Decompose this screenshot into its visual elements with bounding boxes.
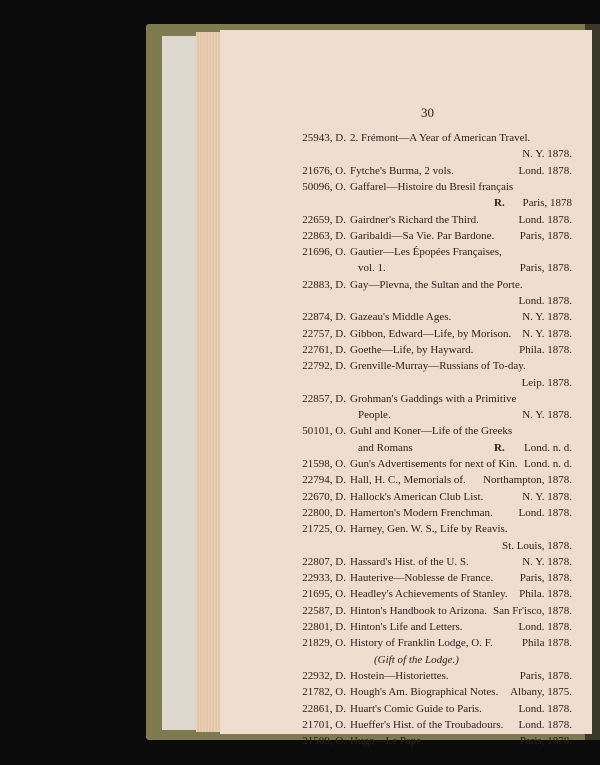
reference-mark: R. [494,197,505,210]
entry-place: San Fr'isco, 1878. [493,604,572,617]
entry-place: Lond. 1878. [518,295,572,307]
entry-title: Hamerton's Modern Frenchman. [350,506,493,519]
entry-number: 22761, D. [302,343,346,356]
entry-place: Phila. 1878. [519,343,572,356]
catalog-entry-continuation [282,442,572,455]
entry-number: 25943, D. [302,132,346,144]
catalog-entry [282,393,572,406]
catalog-entry [282,214,572,227]
entry-number: 22670, D. [302,490,346,503]
catalog-entry [282,556,572,569]
entry-title: Grohman's Gaddings with a Primitive [350,392,517,405]
catalog-entry [282,165,572,178]
catalog-entry [282,344,572,357]
entry-place: Paris, 1878. [519,669,572,682]
catalog-entry [282,279,572,292]
entry-number: 22807, D. [302,555,346,568]
entry-title: Garibaldi—Sa Vie. Par Bardone. [350,229,495,242]
entry-number: 21598, O. [302,458,346,470]
entry-number: 50096, O. [302,180,346,193]
entry-title: Gaffarel—Histoire du Bresil français [350,180,514,193]
entry-place: Leip. 1878. [521,376,572,389]
entry-title: Hough's Am. Biographical Notes. [350,686,499,699]
catalog-entry [282,686,572,699]
entry-place: N. Y. 1878. [522,409,572,422]
entry-place: Paris, 1878. [519,735,572,748]
catalog-entry [282,637,572,650]
catalog-entry [282,523,572,536]
entry-title: Huart's Comic Guide to Paris. [350,702,482,715]
catalog-entry [282,360,572,373]
entry-place: Lond. 1878. [518,213,572,226]
entry-number: 21782, O. [302,686,346,699]
catalog-entry [282,719,572,732]
entry-subtitle: People. [358,409,391,422]
catalog-entry [282,230,572,243]
entry-title: Goethe—Life, by Hayward. [350,343,474,356]
entry-number: 22861, D. [302,702,346,715]
entry-number: 22874, D. [302,311,346,324]
entry-title: Gautier—Les Épopées Françaises, [350,246,502,259]
entry-title: Fytche's Burma, 2 vols. [350,164,454,177]
entry-title: History of Franklin Lodge, O. F. [350,637,493,650]
catalog-entry-continuation [282,197,572,210]
entry-number: 22659, D. [302,213,346,226]
entry-place: Lond. 1878. [518,718,572,731]
entry-place: Lond. 1878. [518,506,572,519]
entry-place: N. Y. 1878. [522,327,572,340]
catalog-entry [282,605,572,618]
catalog-entry [282,507,572,520]
entry-place: Paris, 1878. [519,262,572,275]
catalog-entry [282,670,572,683]
entry-number: 22587, D. [302,604,346,617]
entry-title: Hassard's Hist. of the U. S. [350,555,469,568]
entry-number: 22757, D. [302,327,346,340]
catalog-entry [282,735,572,748]
catalog-entry-continuation [282,377,572,390]
entry-number: 21509, O. [302,735,346,748]
entry-number: 22883, D. [302,278,346,291]
entry-title: 2. Frémont—A Year of American Travel. [350,132,531,144]
entry-place: Lond. 1878. [518,621,572,633]
entry-title: Hostein—Historiettes. [350,669,449,682]
catalog-entry-continuation [282,654,572,667]
entry-place: Phila 1878. [521,637,572,650]
entry-place: St. Louis, 1878. [502,539,572,552]
entry-subtitle: vol. 1. [358,262,386,275]
catalog-entry [282,425,572,438]
entry-number: 22863, D. [302,229,346,242]
catalog-entry-continuation [282,409,572,422]
entry-title: Hauterive—Noblesse de France. [350,572,494,585]
entry-number: 22932, D. [302,669,346,682]
entry-place: N. Y. 1878. [522,148,572,161]
entry-number: 22794, D. [302,474,346,487]
catalog-entry-continuation [282,540,572,553]
entry-title: Hinton's Handbook to Arizona. [350,604,488,617]
catalog-entry [282,311,572,324]
entry-subtitle: and Romans [358,441,413,454]
entry-place: Lond. 1878. [518,702,572,715]
entry-number: 21695, O. [302,588,346,601]
catalog-entry-continuation [282,262,572,275]
entry-place: Lond. 1878. [518,164,572,177]
catalog-entry [282,132,572,145]
entry-subtitle: (Gift of the Lodge.) [374,653,459,666]
entry-title: Grenville-Murray—Russians of To-day. [350,360,526,373]
reference-mark: R. [494,441,505,454]
catalog-entry [282,328,572,341]
entry-place: N. Y. 1878. [522,490,572,503]
entry-number: 21701, O. [302,718,346,731]
entry-number: 22792, D. [302,360,346,373]
catalog-entry [282,572,572,585]
entry-place: Lond. n. d. [524,441,572,454]
entry-number: 21696, O. [302,246,346,259]
entry-title: Gay—Plevna, the Sultan and the Porte. [350,278,523,291]
entry-title: Hall, H. C., Memorials of. [350,474,466,487]
entry-title: Harney, Gen. W. S., Life by Reavis. [350,523,508,536]
page-number: 30 [421,105,434,120]
catalog-entry [282,181,572,194]
catalog-entry [282,621,572,634]
entry-number: 50101, O. [302,425,346,438]
entry-place: N. Y. 1878. [522,555,572,568]
entry-number: 22933, D. [302,572,346,585]
entry-place: Albany, 1875. [510,686,572,699]
entry-number: 22801, D. [302,621,346,633]
entry-place: Phila. 1878. [519,588,572,601]
catalog-entry-continuation [282,295,572,308]
entry-number: 22800, D. [302,506,346,519]
entry-place: Paris, 1878 [522,197,572,210]
entry-number: 21725, O. [302,523,346,536]
entry-number: 21676, O. [302,164,346,177]
catalog-entry [282,474,572,487]
entry-title: Hallock's American Club List. [350,490,484,503]
entry-title: Gun's Advertisements for next of Kin. [350,458,518,470]
entry-place: Lond. n. d. [524,458,572,470]
entry-title: Headley's Achievements of Stanley. [350,588,508,601]
catalog-entry [282,246,572,259]
catalog-entry [282,703,572,716]
catalog-entry [282,588,572,601]
entry-title: Gibbon, Edward—Life, by Morison. [350,327,512,340]
entry-number: 22857, D. [302,392,346,405]
catalog-entry [282,491,572,504]
entry-title: Hinton's Life and Letters. [350,621,463,633]
entry-title: Hueffer's Hist. of the Troubadours. [350,718,504,731]
entry-title: Guhl and Koner—Life of the Greeks [350,425,513,438]
entry-title: Gazeau's Middle Ages. [350,311,452,324]
entry-place: Paris, 1878. [519,572,572,585]
entry-number: 21829, O. [302,637,346,650]
page-edges [196,32,222,732]
catalog-entry-continuation [282,148,572,161]
entry-place: Northampton, 1878. [483,474,572,487]
entry-title: Gairdner's Richard the Third. [350,213,479,226]
entry-place: Paris, 1878. [519,229,572,242]
catalog-entry [282,458,572,471]
entry-place: N. Y. 1878. [522,311,572,324]
entry-title: Hugo—Le Pape. [350,735,424,748]
